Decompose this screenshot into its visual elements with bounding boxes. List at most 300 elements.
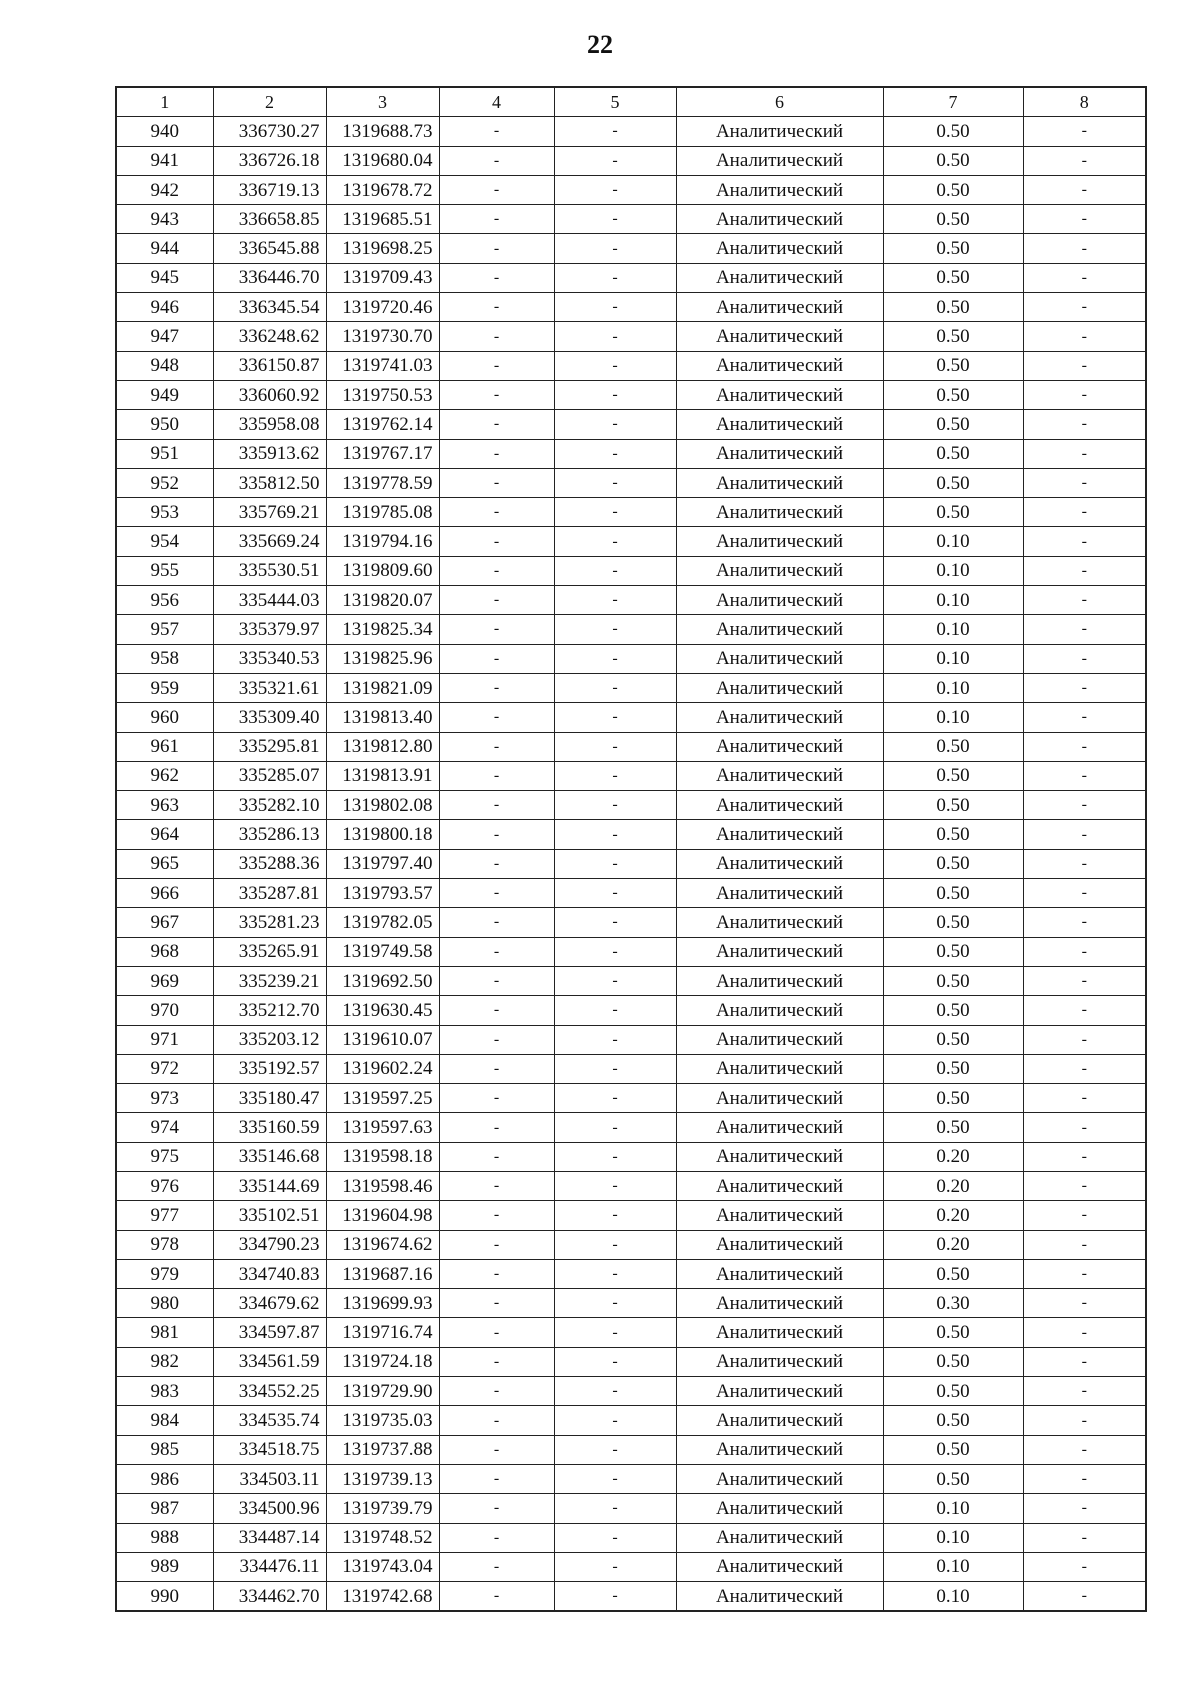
table-cell: 1319794.16 (326, 527, 439, 556)
table-cell: - (1023, 117, 1146, 146)
table-cell: Аналитический (676, 761, 883, 790)
page-number: 22 (587, 30, 613, 59)
table-cell: 0.10 (883, 527, 1023, 556)
table-cell: - (554, 586, 676, 615)
table-cell: - (1023, 351, 1146, 380)
table-cell: 0.50 (883, 1084, 1023, 1113)
table-cell: 336248.62 (213, 322, 326, 351)
table-cell: 1319698.25 (326, 234, 439, 263)
table-cell: 967 (116, 908, 213, 937)
table-cell: - (554, 527, 676, 556)
table-row (116, 1054, 1146, 1083)
table-cell: Аналитический (676, 556, 883, 585)
table-row (116, 1259, 1146, 1288)
table-cell: Аналитический (676, 1552, 883, 1581)
table-cell: 1319793.57 (326, 879, 439, 908)
table-cell: - (1023, 293, 1146, 322)
table-cell: 953 (116, 498, 213, 527)
table-cell: 335321.61 (213, 673, 326, 702)
table-cell: 1319739.13 (326, 1464, 439, 1493)
table-cell: 1319598.18 (326, 1142, 439, 1171)
table-cell: 0.50 (883, 410, 1023, 439)
table-cell: 1319825.34 (326, 615, 439, 644)
table-cell: - (439, 498, 554, 527)
table-cell: 1319767.17 (326, 439, 439, 468)
table-cell: Аналитический (676, 1289, 883, 1318)
table-cell: - (554, 1142, 676, 1171)
table-cell: Аналитический (676, 1523, 883, 1552)
table-cell: - (554, 820, 676, 849)
table-cell: - (554, 1230, 676, 1259)
table-cell: - (1023, 908, 1146, 937)
table-cell: - (554, 703, 676, 732)
table-cell: 1319598.46 (326, 1171, 439, 1200)
table-cell: Аналитический (676, 1201, 883, 1230)
table-row (116, 234, 1146, 263)
table-cell: 949 (116, 380, 213, 409)
table-cell: 0.50 (883, 1377, 1023, 1406)
table-cell: - (439, 673, 554, 702)
table-cell: 336545.88 (213, 234, 326, 263)
table-cell: 0.20 (883, 1142, 1023, 1171)
table-cell: 1319688.73 (326, 117, 439, 146)
table-cell: - (554, 791, 676, 820)
table-cell: 982 (116, 1347, 213, 1376)
table-cell: 0.10 (883, 644, 1023, 673)
table-cell: 0.50 (883, 1113, 1023, 1142)
table-cell: - (439, 175, 554, 204)
table-cell: Аналитический (676, 732, 883, 761)
table-cell: - (439, 1347, 554, 1376)
table-row (116, 1494, 1146, 1523)
table-cell: - (439, 615, 554, 644)
table-cell: Аналитический (676, 1054, 883, 1083)
table-cell: - (439, 117, 554, 146)
table-cell: - (1023, 644, 1146, 673)
table-row (116, 966, 1146, 995)
table-cell: - (1023, 1025, 1146, 1054)
table-cell: - (439, 644, 554, 673)
table-cell: - (439, 586, 554, 615)
table-cell: 0.20 (883, 1201, 1023, 1230)
table-cell: Аналитический (676, 644, 883, 673)
table-cell: Аналитический (676, 820, 883, 849)
table-row (116, 996, 1146, 1025)
table-cell: 958 (116, 644, 213, 673)
table-cell: - (554, 1289, 676, 1318)
table-cell: 335287.81 (213, 879, 326, 908)
column-header: 8 (1023, 87, 1146, 117)
table-cell: 0.50 (883, 234, 1023, 263)
table-cell: - (1023, 1113, 1146, 1142)
table-cell: 986 (116, 1464, 213, 1493)
table-cell: 959 (116, 673, 213, 702)
table-cell: 978 (116, 1230, 213, 1259)
table-cell: 0.10 (883, 1552, 1023, 1581)
table-cell: 336060.92 (213, 380, 326, 409)
table-cell: 0.50 (883, 1054, 1023, 1083)
table-cell: - (554, 966, 676, 995)
table-cell: - (439, 849, 554, 878)
table-cell: Аналитический (676, 1025, 883, 1054)
table-cell: - (439, 1494, 554, 1523)
table-cell: - (1023, 1464, 1146, 1493)
table-cell: 0.10 (883, 1494, 1023, 1523)
table-row (116, 1289, 1146, 1318)
table-cell: - (554, 1171, 676, 1200)
table-cell: 971 (116, 1025, 213, 1054)
table-cell: 1319709.43 (326, 263, 439, 292)
column-header: 5 (554, 87, 676, 117)
table-cell: - (439, 761, 554, 790)
table-cell: 0.50 (883, 879, 1023, 908)
table-cell: - (554, 879, 676, 908)
table-cell: 0.50 (883, 1259, 1023, 1288)
table-cell: 0.50 (883, 468, 1023, 497)
table-cell: 977 (116, 1201, 213, 1230)
table-cell: - (554, 1113, 676, 1142)
table-cell: 976 (116, 1171, 213, 1200)
table-cell: - (554, 1406, 676, 1435)
table-cell: 335340.53 (213, 644, 326, 673)
table-row (116, 615, 1146, 644)
table-row (116, 1377, 1146, 1406)
table-cell: - (1023, 1171, 1146, 1200)
table-cell: - (439, 1377, 554, 1406)
table-cell: 1319685.51 (326, 205, 439, 234)
table-cell: 987 (116, 1494, 213, 1523)
table-cell: 962 (116, 761, 213, 790)
table-cell: 334500.96 (213, 1494, 326, 1523)
table-cell: 334462.70 (213, 1582, 326, 1612)
table-cell: - (554, 1552, 676, 1581)
table-cell: 0.10 (883, 556, 1023, 585)
table-cell: - (1023, 1552, 1146, 1581)
table-cell: - (1023, 1347, 1146, 1376)
table-cell: - (439, 732, 554, 761)
table-cell: 1319778.59 (326, 468, 439, 497)
table-cell: 335265.91 (213, 937, 326, 966)
table-cell: Аналитический (676, 351, 883, 380)
table-cell: 335192.57 (213, 1054, 326, 1083)
table-cell: 960 (116, 703, 213, 732)
table-cell: 970 (116, 996, 213, 1025)
table-cell: 336446.70 (213, 263, 326, 292)
table-cell: 1319720.46 (326, 293, 439, 322)
table-cell: 0.50 (883, 498, 1023, 527)
table-cell: 1319741.03 (326, 351, 439, 380)
table-cell: 0.50 (883, 849, 1023, 878)
table-cell: 0.10 (883, 586, 1023, 615)
table-cell: 335285.07 (213, 761, 326, 790)
table-cell: - (439, 703, 554, 732)
table-row (116, 1142, 1146, 1171)
table-row (116, 644, 1146, 673)
table-cell: - (1023, 234, 1146, 263)
table-cell: 1319692.50 (326, 966, 439, 995)
table-cell: Аналитический (676, 293, 883, 322)
table-cell: - (1023, 791, 1146, 820)
table-cell: - (1023, 556, 1146, 585)
table-cell: 335102.51 (213, 1201, 326, 1230)
column-header: 4 (439, 87, 554, 117)
table-cell: - (439, 1552, 554, 1581)
table-cell: - (554, 439, 676, 468)
table-cell: 941 (116, 146, 213, 175)
table-cell: 335769.21 (213, 498, 326, 527)
table-cell: - (439, 1201, 554, 1230)
table-cell: - (554, 615, 676, 644)
column-header: 1 (116, 87, 213, 117)
table-cell: - (1023, 263, 1146, 292)
table-row (116, 761, 1146, 790)
table-cell: - (1023, 410, 1146, 439)
table-cell: 1319785.08 (326, 498, 439, 527)
table-cell: - (554, 1025, 676, 1054)
table-cell: Аналитический (676, 586, 883, 615)
table-cell: - (554, 468, 676, 497)
table-cell: 1319724.18 (326, 1347, 439, 1376)
table-cell: 335958.08 (213, 410, 326, 439)
table-cell: - (1023, 732, 1146, 761)
table-cell: Аналитический (676, 1230, 883, 1259)
table-cell: Аналитический (676, 966, 883, 995)
table-cell: 943 (116, 205, 213, 234)
table-cell: - (1023, 175, 1146, 204)
table-cell: - (554, 937, 676, 966)
table-cell: 335239.21 (213, 966, 326, 995)
table-row (116, 380, 1146, 409)
table-row (116, 703, 1146, 732)
table-cell: - (1023, 849, 1146, 878)
table-cell: - (554, 205, 676, 234)
table-cell: 335309.40 (213, 703, 326, 732)
table-cell: 0.50 (883, 1464, 1023, 1493)
table-cell: 0.10 (883, 615, 1023, 644)
table-cell: 0.50 (883, 732, 1023, 761)
table-row (116, 879, 1146, 908)
table-cell: - (1023, 1406, 1146, 1435)
table-cell: 0.30 (883, 1289, 1023, 1318)
table-cell: 1319750.53 (326, 380, 439, 409)
table-cell: - (554, 234, 676, 263)
table-cell: 942 (116, 175, 213, 204)
table-cell: 335203.12 (213, 1025, 326, 1054)
table-cell: 0.50 (883, 966, 1023, 995)
table-row (116, 1084, 1146, 1113)
table-cell: Аналитический (676, 234, 883, 263)
table-cell: Аналитический (676, 1406, 883, 1435)
table-cell: 966 (116, 879, 213, 908)
table-cell: 334503.11 (213, 1464, 326, 1493)
table-cell: - (439, 1523, 554, 1552)
table-row (116, 732, 1146, 761)
table-cell: - (554, 1377, 676, 1406)
table-cell: - (439, 380, 554, 409)
table-cell: 0.10 (883, 703, 1023, 732)
table-cell: 0.50 (883, 439, 1023, 468)
table-cell: 1319825.96 (326, 644, 439, 673)
table-cell: 1319716.74 (326, 1318, 439, 1347)
table-cell: 940 (116, 117, 213, 146)
column-header: 2 (213, 87, 326, 117)
table-cell: 0.50 (883, 1318, 1023, 1347)
table-cell: - (1023, 1259, 1146, 1288)
table-cell: 0.50 (883, 791, 1023, 820)
table-cell: 0.20 (883, 1230, 1023, 1259)
table-cell: - (439, 1230, 554, 1259)
table-cell: 1319813.40 (326, 703, 439, 732)
table-cell: 334476.11 (213, 1552, 326, 1581)
table-cell: - (1023, 322, 1146, 351)
table-cell: 983 (116, 1377, 213, 1406)
table-cell: 335295.81 (213, 732, 326, 761)
table-cell: Аналитический (676, 1347, 883, 1376)
table-cell: 1319597.25 (326, 1084, 439, 1113)
table-cell: - (554, 1494, 676, 1523)
table-cell: 336345.54 (213, 293, 326, 322)
table-cell: 0.50 (883, 761, 1023, 790)
table-cell: - (1023, 439, 1146, 468)
table-cell: - (1023, 1142, 1146, 1171)
table-cell: 1319782.05 (326, 908, 439, 937)
table-cell: Аналитический (676, 615, 883, 644)
table-cell: Аналитический (676, 527, 883, 556)
table-cell: Аналитический (676, 908, 883, 937)
table-cell: 1319820.07 (326, 586, 439, 615)
table-row (116, 293, 1146, 322)
table-cell: Аналитический (676, 1171, 883, 1200)
table-cell: 1319800.18 (326, 820, 439, 849)
table-cell: Аналитический (676, 380, 883, 409)
table-cell: 335160.59 (213, 1113, 326, 1142)
table-cell: 1319730.70 (326, 322, 439, 351)
table-cell: 952 (116, 468, 213, 497)
table-row (116, 1201, 1146, 1230)
table-cell: - (1023, 1230, 1146, 1259)
table-cell: Аналитический (676, 673, 883, 702)
table-cell: 335669.24 (213, 527, 326, 556)
table-cell: Аналитический (676, 937, 883, 966)
table-cell: 1319742.68 (326, 1582, 439, 1612)
table-cell: 334679.62 (213, 1289, 326, 1318)
table-cell: 334561.59 (213, 1347, 326, 1376)
table-cell: - (1023, 1084, 1146, 1113)
table-row (116, 1582, 1146, 1612)
table-cell: Аналитический (676, 322, 883, 351)
table-row (116, 351, 1146, 380)
table-cell: Аналитический (676, 1494, 883, 1523)
table-cell: 988 (116, 1523, 213, 1552)
table-cell: Аналитический (676, 849, 883, 878)
table-cell: 0.10 (883, 1582, 1023, 1612)
table-cell: 0.50 (883, 263, 1023, 292)
table-row (116, 527, 1146, 556)
table-cell: 334597.87 (213, 1318, 326, 1347)
table-cell: 0.50 (883, 175, 1023, 204)
table-cell: 1319602.24 (326, 1054, 439, 1083)
table-cell: 335444.03 (213, 586, 326, 615)
table-cell: 1319739.79 (326, 1494, 439, 1523)
table-cell: - (439, 1025, 554, 1054)
table-cell: - (554, 1259, 676, 1288)
table-cell: 0.50 (883, 322, 1023, 351)
table-row (116, 1230, 1146, 1259)
table-cell: 334740.83 (213, 1259, 326, 1288)
table-cell: - (439, 1464, 554, 1493)
table-cell: - (439, 205, 554, 234)
table-cell: 972 (116, 1054, 213, 1083)
table-row (116, 1523, 1146, 1552)
table-header-row (116, 87, 1146, 117)
table-row (116, 410, 1146, 439)
table-cell: 1319748.52 (326, 1523, 439, 1552)
table-cell: - (439, 1054, 554, 1083)
table-row (116, 908, 1146, 937)
table-cell: 335180.47 (213, 1084, 326, 1113)
table-cell: - (1023, 1201, 1146, 1230)
table-cell: 0.50 (883, 146, 1023, 175)
table-cell: 335144.69 (213, 1171, 326, 1200)
table-cell: Аналитический (676, 498, 883, 527)
table-cell: 336719.13 (213, 175, 326, 204)
table-cell: Аналитический (676, 1377, 883, 1406)
column-header: 7 (883, 87, 1023, 117)
table-cell: - (1023, 1377, 1146, 1406)
table-row (116, 322, 1146, 351)
table-cell: - (439, 820, 554, 849)
table-cell: - (1023, 820, 1146, 849)
table-cell: 974 (116, 1113, 213, 1142)
table-cell: 968 (116, 937, 213, 966)
table-cell: - (554, 1582, 676, 1612)
table-cell: - (1023, 1318, 1146, 1347)
table-cell: - (554, 380, 676, 409)
table-cell: 948 (116, 351, 213, 380)
table-cell: - (439, 293, 554, 322)
table-row (116, 1552, 1146, 1581)
table-cell: 0.50 (883, 351, 1023, 380)
table-cell: 990 (116, 1582, 213, 1612)
table-cell: Аналитический (676, 996, 883, 1025)
table-cell: 955 (116, 556, 213, 585)
table-row (116, 205, 1146, 234)
table-cell: 335913.62 (213, 439, 326, 468)
table-cell: Аналитический (676, 703, 883, 732)
table-cell: 335286.13 (213, 820, 326, 849)
table-row (116, 791, 1146, 820)
table-cell: 336150.87 (213, 351, 326, 380)
table-cell: - (554, 117, 676, 146)
table-cell: 985 (116, 1435, 213, 1464)
table-row (116, 556, 1146, 585)
table-cell: 335288.36 (213, 849, 326, 878)
table-cell: 1319687.16 (326, 1259, 439, 1288)
table-cell: - (1023, 205, 1146, 234)
table-cell: 957 (116, 615, 213, 644)
table-cell: - (439, 439, 554, 468)
table-cell: 1319797.40 (326, 849, 439, 878)
table-cell: Аналитический (676, 1435, 883, 1464)
table-cell: - (554, 351, 676, 380)
table-cell: 1319762.14 (326, 410, 439, 439)
table-cell: 0.50 (883, 117, 1023, 146)
table-cell: - (1023, 498, 1146, 527)
table-cell: 0.50 (883, 1347, 1023, 1376)
table-cell: - (439, 1084, 554, 1113)
table-cell: 1319597.63 (326, 1113, 439, 1142)
table-cell: - (554, 1318, 676, 1347)
